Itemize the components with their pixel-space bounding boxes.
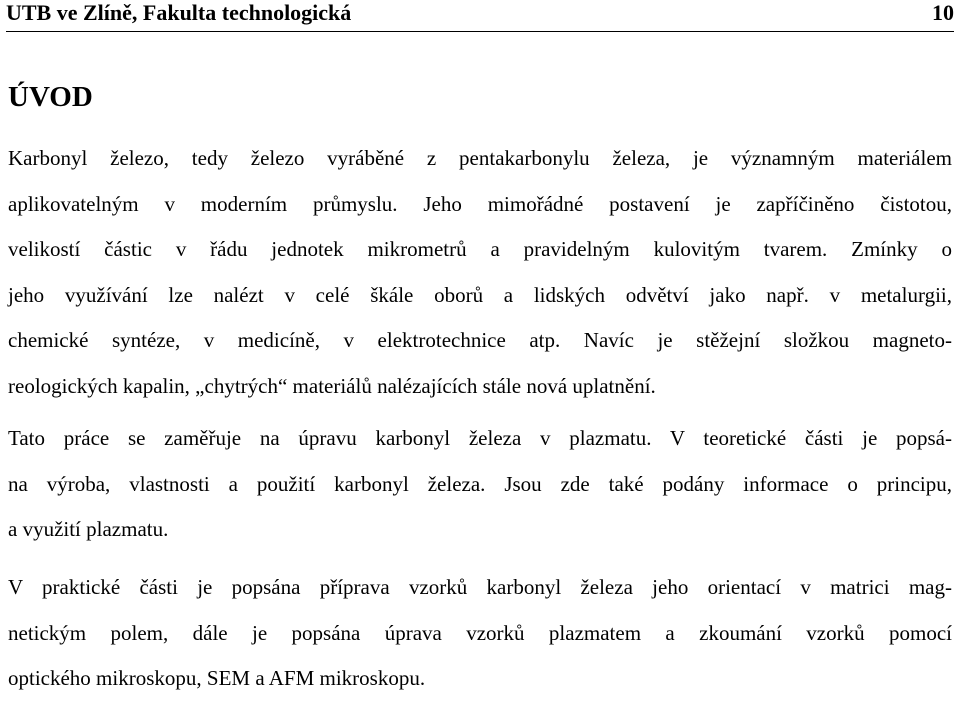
paragraph-intro (8, 136, 952, 409)
header-title: UTB ve Zlíně, Fakulta technologická (6, 0, 352, 25)
text-line: na výroba, vlastnosti a použití karbonyl železa. Jsou zde také podány informace o principu, (8, 471, 952, 496)
text-line: netickým polem, dále je popsána úprava vzorků plazmatem a zkoumání vzorků pomocí (8, 620, 952, 645)
text-line: jeho využívání lze nalézt v celé škále oborů a lidských odvětví jako např. v metalurgii, (8, 282, 952, 307)
text-line: a využití plazmatu. (8, 517, 169, 541)
text-line: velikostí částic v řádu jednotek mikrometrů a pravidelným kulovitým tvarem. Zmínky o (8, 237, 952, 261)
text-line: Tato práce se zaměřuje na úpravu karbonyl železa v plazmatu. V teoretické části je popsá- (8, 426, 952, 450)
text-line: chemické syntéze, v medicíně, v elektrotechnice atp. Navíc je stěžejní složkou magneto- (8, 328, 952, 352)
header-rule (6, 31, 954, 32)
paragraph-aim (8, 416, 952, 553)
text-line: optického mikroskopu, SEM a AFM mikroskopu. (8, 666, 426, 690)
section-title: ÚVOD (8, 81, 93, 113)
text-line: V praktické části je popsána příprava vzorků karbonyl železa jeho orientací v matrici mag- (8, 575, 952, 599)
text-line: Karbonyl železo, tedy železo vyráběné z pentakarbonylu železa, je významným materiálem (8, 146, 952, 170)
running-header (6, 0, 954, 30)
paragraph-practical (8, 565, 952, 702)
page-number: 10 (932, 0, 954, 25)
text-line: aplikovatelným v moderním průmyslu. Jeho mimořádné postavení je zapříčiněno čistotou, (8, 191, 952, 216)
text-line: reologických kapalin, „chytrých“ materiálů nalézajících stále nová uplatnění. (8, 373, 656, 398)
